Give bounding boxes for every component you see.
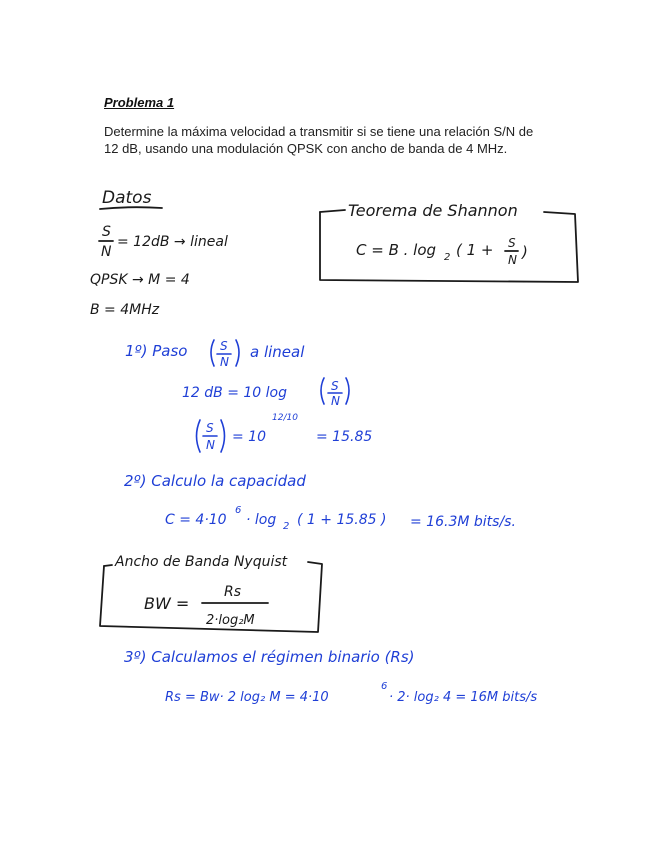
step1-paren-right [236, 340, 239, 366]
step2-eq-exp: 6 [235, 505, 242, 516]
step2-eq-result: = 16.3M bits/s. [410, 514, 516, 530]
step1-eq2-num: S [206, 421, 214, 435]
datos-bandwidth: B = 4MHz [90, 302, 160, 318]
shannon-title: Teorema de Shannon [348, 201, 518, 220]
nyquist-box [100, 554, 322, 632]
step2-section [124, 472, 516, 532]
datos-sn-den: N [101, 244, 112, 260]
datos-underline [100, 207, 162, 209]
step1-eq2-den: N [206, 438, 215, 452]
step1-eq2-result: = 15.85 [316, 429, 373, 445]
step1-eq2-exp: 12/10 [272, 413, 298, 423]
step3-label: 3º) Calculamos el régimen binario (Rs) [124, 648, 415, 666]
nyquist-frac-den: 2·log₂M [206, 613, 255, 628]
nyquist-box-top-left [104, 565, 112, 566]
step2-eq-log: · log [246, 512, 277, 528]
step1-eq1-num: S [331, 379, 339, 393]
problem-title: Problema 1 [104, 95, 175, 110]
statement-line-1: Determine la máxima velocidad a transmitir si se tiene una relación S/N de [104, 124, 534, 139]
datos-modulation: QPSK → M = 4 [90, 272, 190, 288]
step1-label: 1º) Paso [125, 342, 188, 360]
step1-eq1-den: N [331, 394, 340, 408]
statement-line-2: 12 dB, usando una modulación QPSK con ancho de banda de 4 MHz. [104, 141, 508, 156]
step3-eq: Rs = Bw· 2 log₂ M = 4·10 [165, 690, 329, 705]
nyquist-bw-label: BW = [144, 594, 190, 613]
shannon-formula-end: ) [522, 243, 528, 261]
datos-sn-num: S [102, 224, 111, 240]
step1-frac-den: N [220, 355, 229, 369]
shannon-frac-num: S [508, 236, 516, 250]
step1-eq2-base: = 10 [232, 429, 266, 445]
shannon-formula-left: C = B . log [356, 241, 437, 259]
datos-sn-value: = 12dB → lineal [117, 234, 228, 250]
step1-eq2-paren-right [221, 420, 225, 452]
shannon-box [320, 201, 578, 282]
step2-eq-sub: 2 [283, 521, 290, 532]
step3-eq-rest: · 2· log₂ 4 = 16M bits/s [389, 690, 538, 705]
shannon-box-top-left [320, 210, 345, 212]
step1-section [125, 339, 372, 452]
datos-section [90, 188, 228, 318]
step3-eq-exp: 6 [381, 681, 388, 692]
step1-eq1-paren-right [346, 378, 349, 404]
shannon-formula-mid: ( 1 + [456, 241, 494, 259]
step2-label: 2º) Calculo la capacidad [124, 472, 306, 490]
step1-eq1-left: 12 dB = 10 log [182, 385, 287, 401]
step2-eq-rest: ( 1 + 15.85 ) [297, 512, 387, 528]
step2-eq-left: C = 4·10 [165, 512, 227, 528]
step1-frac-num: S [220, 339, 228, 353]
nyquist-title: Ancho de Banda Nyquist [115, 554, 288, 570]
shannon-frac-den: N [508, 253, 517, 267]
step3-section [124, 648, 537, 705]
step1-paren-left [211, 340, 214, 366]
shannon-formula-sub: 2 [444, 252, 451, 263]
step1-suffix: a lineal [250, 343, 305, 361]
nyquist-frac-num: Rs [224, 584, 242, 600]
datos-heading: Datos [102, 188, 152, 208]
step1-eq2-paren-left [197, 420, 201, 452]
step1-eq1-paren-left [321, 378, 324, 404]
